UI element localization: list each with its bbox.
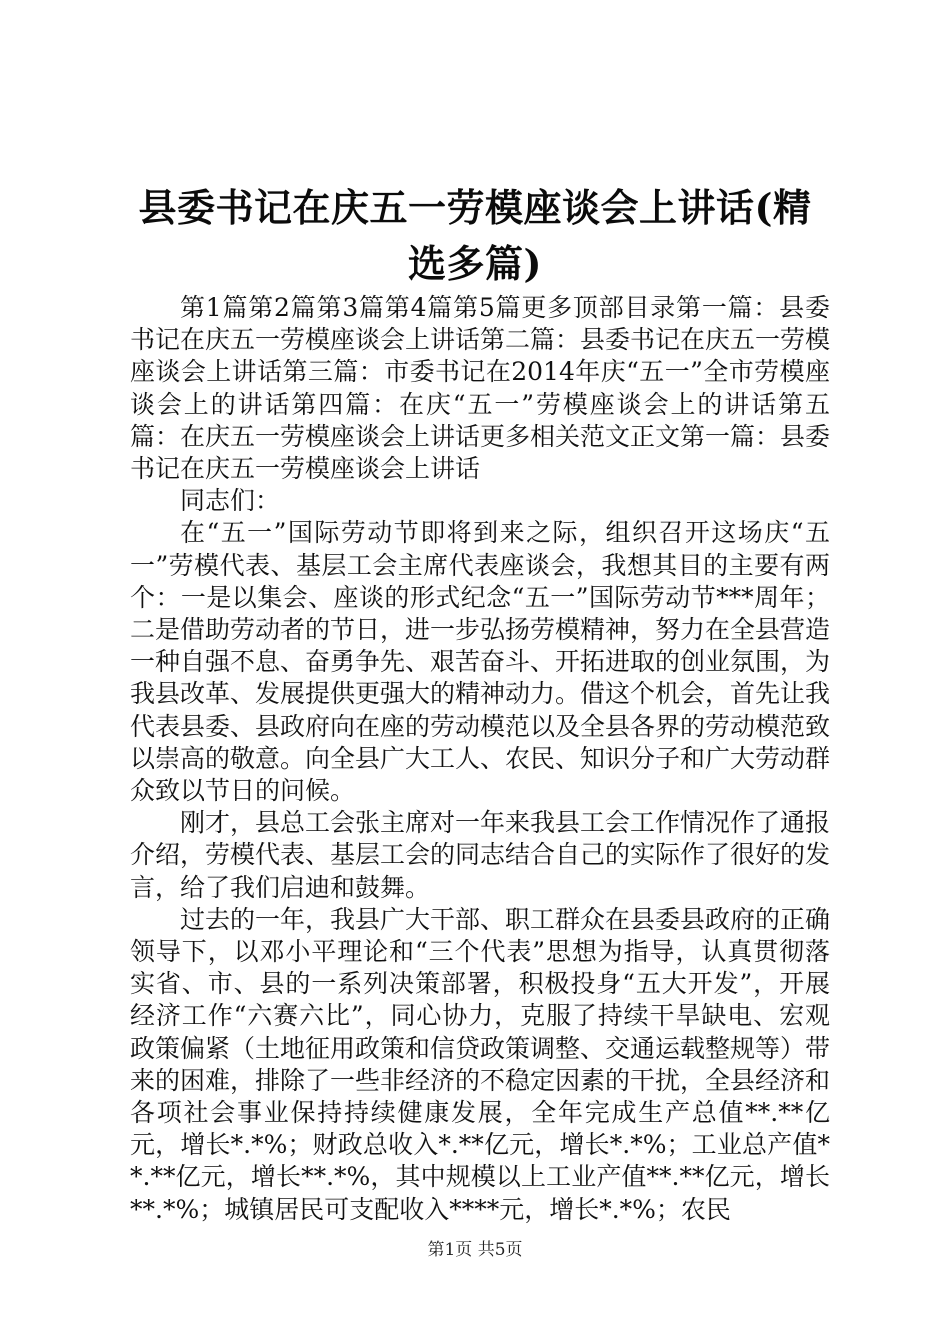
page-footer: 第1页 共5页 <box>427 1240 523 1260</box>
paragraph-salutation: 同志们： <box>180 486 281 516</box>
paragraph-table-of-contents: 第1篇第2篇第3篇第4篇第5篇更多顶部目录第一篇：县委书记在庆五一劳模座谈会上讲话第二篇：县委书记在庆五一劳模座谈会上讲话第三篇：市委书记在2014年庆“五一”全市劳模座谈会上的讲话第四篇：在庆“五一”劳模座谈会上的讲话第五篇：在庆五一劳模座谈会上讲话更多相关范文正文第一篇：县委书记在庆五一劳模座谈会上讲话 <box>130 293 831 484</box>
paragraph-opening: 在“五一”国际劳动节即将到来之际，组织召开这场庆“五一”劳模代表、基层工会主席代表座谈会，我想其目的主要有两个：一是以集会、座谈的形式纪念“五一”国际劳动节***周年；二是借助劳动者的节日，进一步弘扬劳模精神，努力在全县营造一种自强不息、奋勇争先、艰苦奋斗、开拓进取的创业氛围，为我县改革、发展提供更强大的精神动力。借这个机会，首先让我代表县委、县政府向在座的劳动模范以及全县各界的劳动模范致以崇高的敬意。向全县广大工人、农民、知识分子和广大劳动群众致以节日的问候。 <box>130 518 831 806</box>
paragraph-report-review: 刚才，县总工会张主席对一年来我县工会工作情况作了通报介绍，劳模代表、基层工会的同志结合自己的实际作了很好的发言，给了我们启迪和鼓舞。 <box>130 808 831 902</box>
document-body <box>130 292 830 1226</box>
paragraph-past-year: 过去的一年，我县广大干部、职工群众在县委县政府的正确领导下，以邓小平理论和“三个代表”思想为指导，认真贯彻落实省、市、县的一系列决策部署，积极投身“五大开发”，开展经济工作“六赛六比”，同心协力，克服了持续干旱缺电、宏观政策偏紧（土地征用政策和信贷政策调整、交通运载整规等）带来的困难，排除了一些非经济的不稳定因素的干扰，全县经济和各项社会事业保持持续健康发展，全年完成生产总值**.**亿元，增长*.*%；财政总收入*.**亿元，增长*.*%；工业总产值**.**亿元，增长**.*%，其中规模以上工业产值**.**亿元，增长**.*%；城镇居民可支配收入****元，增长*.*%；农民 <box>130 904 831 1224</box>
document-title: 县委书记在庆五一劳模座谈会上讲话(精选多篇) <box>138 185 812 286</box>
